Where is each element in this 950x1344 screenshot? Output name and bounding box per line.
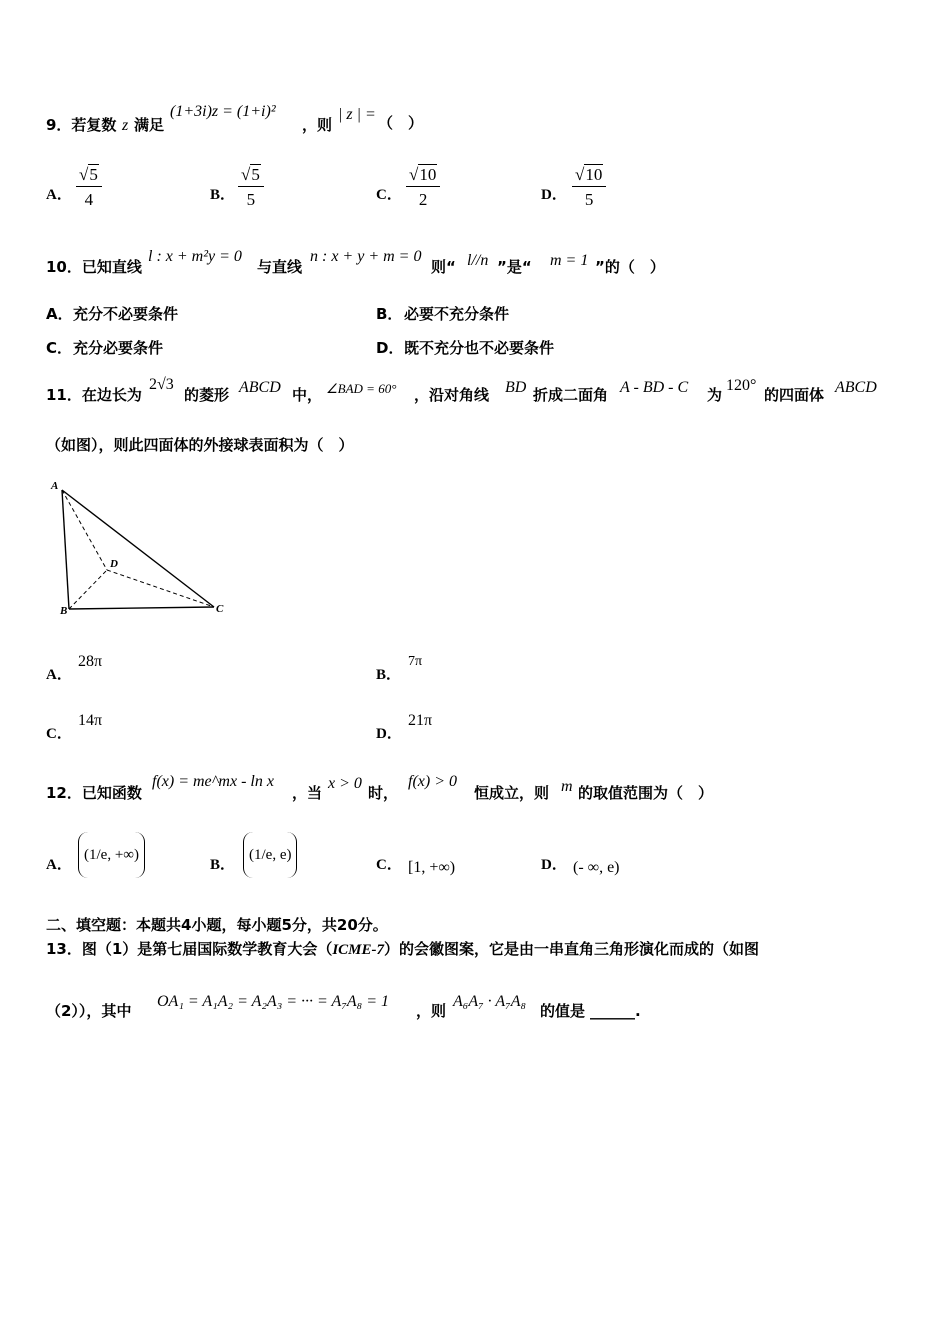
q13-equation: OA₁ = A₁A₂ = A₂A₃ = ··· = A₇A₈ = 1 [157, 993, 390, 1010]
q10-line-n: n : x + y + m = 0 [310, 248, 422, 265]
q9-option-d-value: $\frac{√10}{5}$ [572, 166, 606, 208]
q13-text-value: 的值是 [540, 1002, 586, 1020]
edge-bc [69, 607, 214, 609]
q11-option-b-value: 7π [408, 654, 423, 669]
q12-function: f(x) = me^mx - ln x [152, 773, 274, 790]
q12-text-when: ，当 [292, 784, 323, 802]
q9-option-c-label: C． [376, 187, 402, 203]
q12-option-a-label: A． [46, 857, 72, 873]
q12-option-b-value: (1/e, e) [243, 832, 297, 878]
q12-option-c-value: [1, +∞) [408, 859, 456, 876]
q10-text-is: ”是“ [497, 258, 532, 276]
q9-option-a-value: $\frac{√5}{4}$ [76, 166, 102, 208]
q12-condition: x > 0 [328, 775, 362, 792]
q10-condition-1: l//n [467, 252, 489, 269]
q13-text-then: ，则 [416, 1002, 447, 1020]
q13-line-1-b: ）的会徽图案，它是由一串直角三角形演化而成的（如图 [384, 940, 760, 958]
q11-text-fold: ，沿对角线 [414, 386, 490, 404]
q11-text-rhombus: 的菱形 [184, 386, 230, 404]
q11-option-b-label: B． [376, 667, 402, 683]
q11-side: 2√3 [149, 376, 174, 393]
q10-number: 10．已知直线 [46, 258, 142, 276]
q10-text-then: 则“ [431, 258, 456, 276]
q9-variable: z [122, 117, 129, 134]
q11-text-is: 为 [707, 386, 723, 404]
q10-condition-2: m = 1 [550, 252, 589, 269]
q11-abcd: ABCD [239, 379, 281, 396]
q10-text-of: ”的（ ） [595, 258, 665, 276]
q13-answer-blank[interactable]: ______. [590, 1002, 641, 1020]
q9-text-then: ，则 [302, 116, 333, 134]
q10-line-l: l : x + m²y = 0 [148, 248, 242, 265]
q11-bd: BD [505, 379, 527, 396]
q10-option-a-label: A． [46, 305, 73, 323]
q11-line-2: （如图），则此四面体的外接球表面积为（ ） [46, 436, 354, 454]
q11-angle: ∠BAD = 60° [326, 381, 397, 396]
q12-option-b-label: B． [210, 857, 236, 873]
q9-option-b-label: B． [210, 187, 236, 203]
q11-number: 11．在边长为 [46, 386, 142, 404]
q13-line-2-a: （2）），其中 [46, 1002, 132, 1020]
q10-option-c-text: 充分必要条件 [73, 339, 164, 357]
q11-degree: 120° [726, 377, 757, 394]
q9-option-a-label: A． [46, 187, 72, 203]
section-2-heading: 二、填空题：本题共4小题，每小题5分，共20分。 [46, 916, 388, 934]
q12-text-time: 时， [368, 784, 399, 802]
q10-option-a-text: 充分不必要条件 [73, 305, 179, 323]
q10-option-c-label: C． [46, 339, 73, 357]
edge-ac [62, 490, 214, 607]
q13-line-1-a: 13．图（1）是第七届国际数学教育大会（ [46, 940, 333, 958]
q9-equation: (1+3i)z = (1+i)² [170, 103, 276, 120]
q12-text-hold: 恒成立，则 [474, 784, 550, 802]
vertex-label-b: B [60, 605, 68, 617]
q10-option-b-text: 必要不充分条件 [404, 305, 510, 323]
q12-option-c-label: C． [376, 857, 402, 873]
q9-text: 满足 [134, 116, 165, 134]
q12-m: m [561, 778, 573, 795]
q12-inequality: f(x) > 0 [408, 773, 457, 790]
q10-text-and: 与直线 [257, 258, 303, 276]
q11-option-a-label: A． [46, 667, 72, 683]
q12-option-d-value: (- ∞, e) [573, 859, 620, 876]
q12-option-d-label: D． [541, 857, 567, 873]
q9-option-d-label: D． [541, 187, 567, 203]
q11-option-c-value: 14π [78, 712, 103, 729]
q13-line-1 [46, 942, 759, 958]
q10-option-b-label: B． [376, 305, 403, 323]
q11-text-tetra: 的四面体 [764, 386, 825, 404]
q11-text-fold2: 折成二面角 [533, 386, 609, 404]
q11-text-in: 中， [292, 386, 323, 404]
edge-bd [69, 570, 107, 609]
q9-option-b-value: $\frac{√5}{5}$ [238, 166, 264, 208]
vertex-label-a: A [51, 480, 59, 492]
q9-number: 9．若复数 [46, 116, 117, 134]
q11-option-c-label: C． [46, 726, 72, 742]
q11-option-d-value: 21π [408, 712, 433, 729]
q9-paren: （ ） [378, 114, 424, 132]
vertex-label-c: C [216, 603, 224, 615]
q12-number: 12．已知函数 [46, 784, 142, 802]
edge-dc [107, 570, 214, 607]
q10-option-d-text: 既不充分也不必要条件 [404, 339, 555, 357]
q11-option-a-value: 28π [78, 653, 103, 670]
vertex-label-d: D [110, 558, 118, 570]
q11-tetrahedron-figure [40, 475, 240, 620]
edge-ad [62, 490, 107, 570]
q10-option-d-label: D． [376, 339, 404, 357]
edge-ab [62, 490, 69, 609]
q11-option-d-label: D． [376, 726, 402, 742]
q9-option-c-value: $\frac{√10}{2}$ [406, 166, 440, 208]
q13-icme: ICME-7 [332, 942, 385, 958]
q12-text-range: 的取值范围为（ ） [578, 784, 714, 802]
q13-expression: A₆A₇ · A₇A₈ [453, 993, 527, 1010]
q12-option-a-value: (1/e, +∞) [78, 832, 145, 878]
q11-abcd-2: ABCD [835, 379, 877, 396]
q11-dihedral: A - BD - C [620, 379, 689, 396]
q9-ask: | z | = [338, 106, 376, 123]
